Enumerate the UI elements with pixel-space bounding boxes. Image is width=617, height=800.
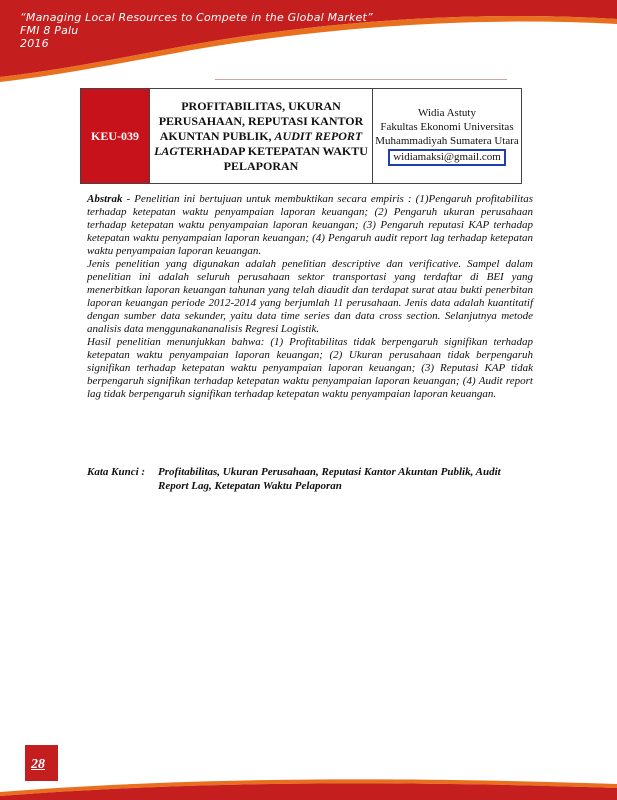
- keywords-label: Kata Kunci :: [87, 466, 146, 478]
- page-number: 28: [31, 757, 45, 772]
- footer-decoration: [0, 700, 617, 800]
- paper-title: [150, 89, 373, 184]
- header-rule: [215, 79, 507, 80]
- header-banner: [0, 0, 617, 82]
- conference-year: 2016: [20, 37, 49, 50]
- abstract-paragraph-1: [87, 193, 533, 258]
- abstract-label: Abstrak: [87, 193, 123, 205]
- abstract-paragraph-3: Hasil penelitian menunjukkan bahwa: (1) Profitabilitas tidak berpengaruh signifikan terhadap ketepatan waktu penyampaian laporan keuangan; (2) Ukuran perusahaan tidak berpengaruh signifikan terhadap ketepatan waktu penyampaian laporan keuangan; (3) Reputasi KAP tidak berpengaruh signifikan terhadap ketepatan waktu penyampaian laporan keuangan; (4) Audit report lag tidak berpengaruh signifikan terhadap ketepatan waktu penyampaian laporan keuangan.: [87, 336, 533, 400]
- footer-red-band: [0, 783, 617, 800]
- author-name: Widia Astuty: [418, 107, 476, 119]
- abstract: [87, 193, 533, 401]
- abstract-text-1: - Penelitian ini bertujuan untuk membuktikan secara empiris : (1)Pengaruh profitabilitas terhadap ketepatan waktu penyampaian laporan keuangan; (2) Pengaruh ukuran perusahaan terhadap ketepatan waktu penyampaian laporan keuangan; (3) Pengaruh reputasi KAP terhadap ketepatan waktu penyampaian laporan keuangan; (4) Pengaruh audit report lag terhadap ketepatan waktu penyampaian laporan keuangan.: [87, 193, 533, 257]
- author-affiliation: Fakultas Ekonomi Universitas Muhammadiyah Sumatera Utara: [375, 121, 519, 147]
- author-email[interactable]: widiamaksi@gmail.com: [388, 149, 506, 166]
- abstract-paragraph-2: Jenis penelitian yang digunakan adalah penelitian descriptive dan verificative. Sampel dalam penelitian ini adalah seluruh perusahaan sektor transportasi yang terdaftar di BEI yang menerbitkan laporan keuangan tahunan yang telah diaudit dan terdapat surat atau bukti penerbitan laporan keuangan periode 2012-2014 yang berjumlah 11 perusahaan. Jenis data adalah kuantitatif dengan sumber data sekunder, yaitu data time series dan data cross section. Selanjutnya metode analisis data menggunakananalisis Regresi Logistik.: [87, 258, 533, 335]
- paper-title-part1: PROFITABILITAS, UKURAN PERUSAHAAN, REPUTASI KANTOR AKUNTAN PUBLIK,: [158, 98, 364, 143]
- paper-code: [81, 89, 150, 184]
- conference-tagline: “Managing Local Resources to Compete in the Global Market”: [20, 11, 373, 24]
- paper-header-table: [80, 88, 522, 184]
- author-info: [373, 89, 522, 184]
- paper-title-italic: AUDIT REPORT LAG: [154, 128, 363, 158]
- paper-code-text: KEU-039: [91, 128, 139, 143]
- paper-title-part2: TERHADAP KETEPATAN WAKTU PELAPORAN: [178, 143, 368, 173]
- conference-title: [20, 11, 373, 50]
- conference-name: FMI 8 Palu: [20, 24, 79, 37]
- keywords-text: Profitabilitas, Ukuran Perusahaan, Reputasi Kantor Akuntan Publik, Audit Report Lag, Ketepatan Waktu Pelaporan: [158, 466, 501, 492]
